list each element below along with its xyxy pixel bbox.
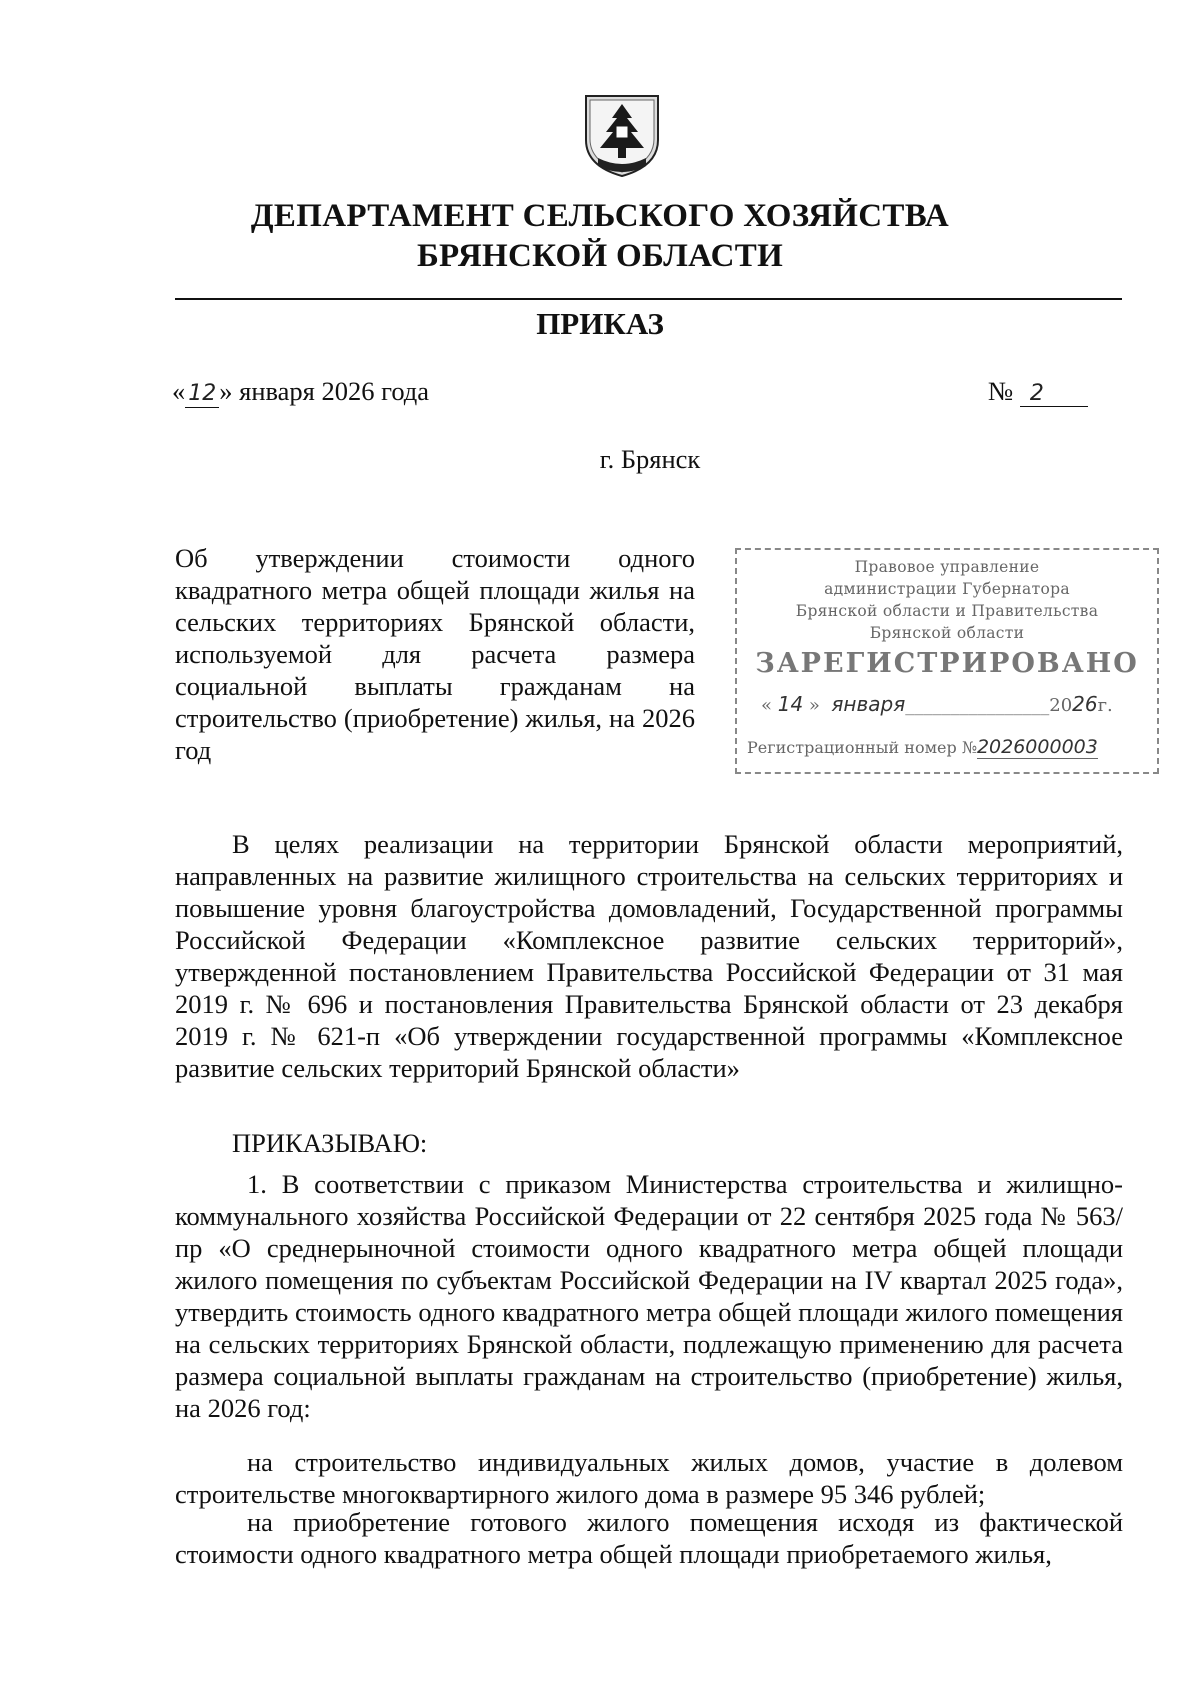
- stamp-year-prefix: 20: [1049, 695, 1073, 716]
- bullet-2-paragraph: [175, 1506, 1123, 1570]
- stamp-regnum-label: Регистрационный номер №: [747, 738, 977, 757]
- order-subject: Об утверждении стоимости одного квадратного метра общей площади жилья на сельских территориях Брянской области, используемой для расчета размера социальной выплаты гражданам на строительство (приобретение) жилья, на 2026 год: [175, 543, 695, 765]
- stamp-date-day: 14: [777, 692, 804, 716]
- stamp-line4: Брянской области: [869, 624, 1025, 642]
- stamp-year-suffix: 26: [1072, 692, 1098, 716]
- stamp-date: « 14 » января________________2026г.: [761, 692, 1113, 716]
- date-day: 12: [185, 381, 219, 408]
- registration-stamp: [735, 548, 1159, 774]
- org-title-line1: ДЕПАРТАМЕНТ СЕЛЬСКОГО ХОЗЯЙСТВА: [250, 198, 950, 234]
- document-type: ПРИКАЗ: [536, 306, 664, 341]
- goal-text: В целях реализации на территории Брянской области мероприятий, направленных на развитие жилищного строительства на сельских территориях и повышение уровня благоустройства домовладений, Государственной программы Российской Федерации «Комплексное развитие сельских территорий», утвержденной постановлением Правительства Российской Федерации от 31 мая 2019 г. № 696 и постановления Правительства Брянской области от 23 декабря 2019 г. № 621-п «Об утверждении государственной программы «Комплексное развитие сельских территорий Брянской области»: [175, 829, 1123, 1083]
- header-divider: [175, 298, 1122, 300]
- bullet-2-text: на приобретение готового жилого помещения исходя из фактической стоимости одного квадратного метра общей площади приобретаемого жилья,: [175, 1507, 1123, 1569]
- order-number: [988, 376, 1088, 407]
- date-rest: » января 2026 года: [219, 376, 430, 406]
- city: г. Брянск: [599, 444, 701, 474]
- item-1-paragraph: [175, 1168, 1123, 1424]
- order-date: [172, 376, 429, 408]
- item-1-text: 1. В соответствии с приказом Министерства строительства и жилищно-коммунального хозяйства Российской Федерации от 22 сентября 2025 года № 563/пр «О среднерыночной стоимости одного квадратного метра общей площади жилого помещения по субъектам Российской Федерации на IV квартал 2025 года», утвердить стоимость одного квадратного метра общей площади жилого помещения на сельских территориях Брянской области, подлежащую применению для расчета размера социальной выплаты гражданам на строительство (приобретение) жилья, на 2026 год:: [175, 1169, 1123, 1423]
- stamp-line2: администрации Губернатора: [824, 580, 1070, 598]
- bullet-1-paragraph: [175, 1446, 1123, 1510]
- stamp-regnum: [747, 736, 1147, 758]
- stamp-regnum-value: 2026000003: [976, 736, 1098, 758]
- coat-of-arms-emblem: [580, 92, 664, 178]
- order-word: ПРИКАЗЫВАЮ:: [232, 1128, 428, 1158]
- stamp-registered: ЗАРЕГИСТРИРОВАНО: [755, 648, 1139, 679]
- stamp-line1: Правовое управление: [854, 558, 1040, 576]
- date-open-quote: «: [172, 376, 186, 406]
- stamp-line3: Брянской области и Правительства: [795, 602, 1099, 620]
- stamp-date-month: января: [831, 692, 906, 716]
- org-title-line2: БРЯНСКОЙ ОБЛАСТИ: [416, 238, 784, 274]
- number-value: 2: [1020, 381, 1088, 407]
- stamp-year-end: г.: [1097, 695, 1113, 716]
- bullet-1-text: на строительство индивидуальных жилых домов, участие в долевом строительстве многоквартирного жилого дома в размере 95 346 рублей;: [175, 1447, 1123, 1509]
- goal-paragraph: [175, 828, 1123, 1084]
- number-label: №: [988, 376, 1014, 406]
